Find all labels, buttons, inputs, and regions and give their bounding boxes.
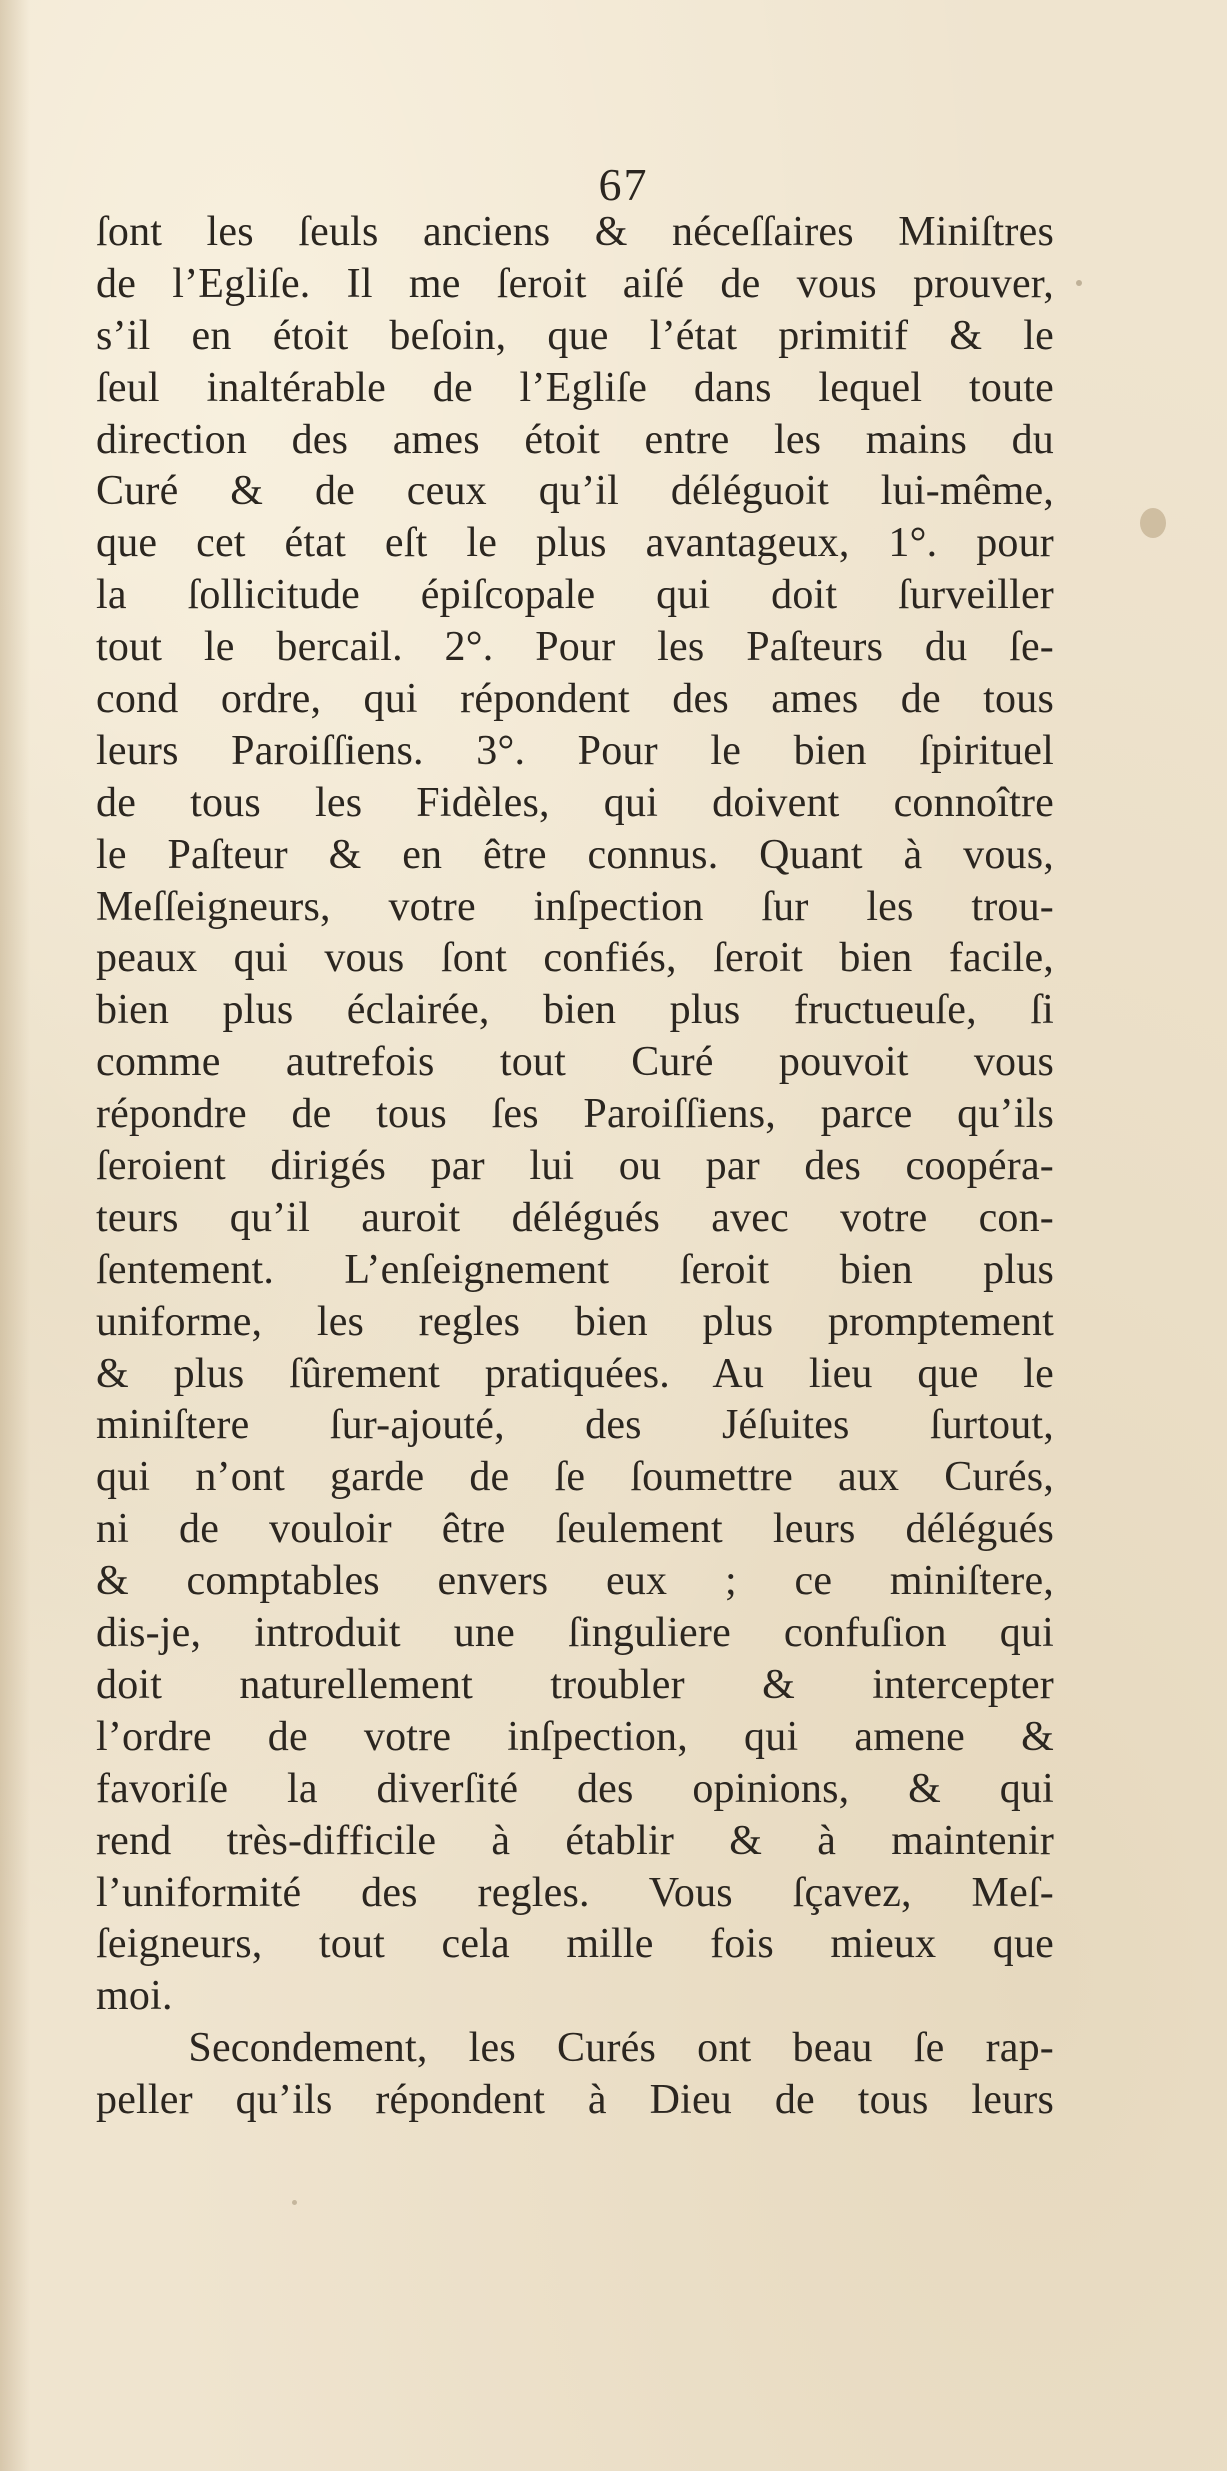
text-line: l’uniformité des regles. Vous ſçavez, Meſ- bbox=[96, 1869, 1054, 1916]
text-line: moi. bbox=[96, 1973, 173, 2020]
text-line: de l’Egliſe. Il me ſeroit aiſé de vous prouver, bbox=[96, 260, 1054, 307]
text-line: favoriſe la diverſité des opinions, & qui bbox=[96, 1765, 1054, 1812]
text-line: comme autrefois tout Curé pouvoit vous bbox=[96, 1039, 1054, 1086]
text-line: répondre de tous ſes Paroiſſiens, parce qu’ils bbox=[96, 1091, 1054, 1138]
text-line: direction des ames étoit entre les mains du bbox=[96, 416, 1054, 463]
body-text bbox=[96, 207, 1054, 2127]
text-line: teurs qu’il auroit délégués avec votre con- bbox=[96, 1194, 1054, 1241]
text-line: ſont les ſeuls anciens & néceſſaires Miniſtres bbox=[96, 209, 1054, 255]
text-line: ſentement. L’enſeignement ſeroit bien plus bbox=[96, 1246, 1054, 1293]
text-line: uniforme, les regles bien plus promptement bbox=[96, 1298, 1054, 1345]
page-fold-shadow bbox=[0, 0, 30, 2471]
text-line: dis-je, introduit une ſinguliere confuſion qui bbox=[96, 1610, 1054, 1657]
text-line: ſeul inaltérable de l’Egliſe dans lequel toute bbox=[96, 364, 1054, 411]
paper-stain bbox=[1140, 508, 1166, 538]
text-line: doit naturellement troubler & intercepter bbox=[96, 1661, 1054, 1708]
paper-stain bbox=[292, 2200, 297, 2205]
text-line: leurs Paroiſſiens. 3°. Pour le bien ſpirituel bbox=[96, 727, 1054, 774]
text-line: ſeigneurs, tout cela mille fois mieux que bbox=[96, 1921, 1054, 1968]
text-line: peaux qui vous ſont confiés, ſeroit bien facile, bbox=[96, 935, 1054, 982]
text-line: tout le bercail. 2°. Pour les Paſteurs du ſe- bbox=[96, 624, 1054, 671]
paper-stain bbox=[1076, 280, 1082, 286]
text-line: miniſtere ſur-ajouté, des Jéſuites ſurtout, bbox=[96, 1402, 1054, 1449]
text-line: Curé & de ceux qu’il déléguoit lui-même, bbox=[96, 468, 1054, 515]
text-line: s’il en étoit beſoin, que l’état primitif & le bbox=[96, 312, 1054, 359]
paragraph-start-line: Secondement, les Curés ont beau ſe rap- bbox=[188, 2025, 1054, 2072]
text-line: la ſollicitude épiſcopale qui doit ſurveiller bbox=[96, 572, 1054, 619]
text-line: rend très-difficile à établir & à maintenir bbox=[96, 1817, 1054, 1864]
page-number: 67 bbox=[598, 159, 649, 210]
text-line: le Paſteur & en être connus. Quant à vous, bbox=[96, 831, 1054, 878]
text-line: Meſſeigneurs, votre inſpection ſur les trou- bbox=[96, 883, 1054, 930]
text-line: l’ordre de votre inſpection, qui amene & bbox=[96, 1713, 1054, 1760]
text-line: & comptables envers eux ; ce miniſtere, bbox=[96, 1558, 1054, 1605]
text-line: de tous les Fidèles, qui doivent connoître bbox=[96, 779, 1054, 826]
text-line: peller qu’ils répondent à Dieu de tous leurs bbox=[96, 2077, 1054, 2124]
text-line: que cet état eſt le plus avantageux, 1°. pour bbox=[96, 520, 1054, 567]
text-line: ſeroient dirigés par lui ou par des coopéra- bbox=[96, 1143, 1054, 1190]
text-line: ni de vouloir être ſeulement leurs délégués bbox=[96, 1506, 1054, 1553]
text-line: bien plus éclairée, bien plus fructueuſe, ſi bbox=[96, 987, 1054, 1034]
text-line: qui n’ont garde de ſe ſoumettre aux Curés, bbox=[96, 1454, 1054, 1501]
text-line: & plus ſûrement pratiquées. Au lieu que le bbox=[96, 1350, 1054, 1397]
text-line: cond ordre, qui répondent des ames de tous bbox=[96, 676, 1054, 723]
